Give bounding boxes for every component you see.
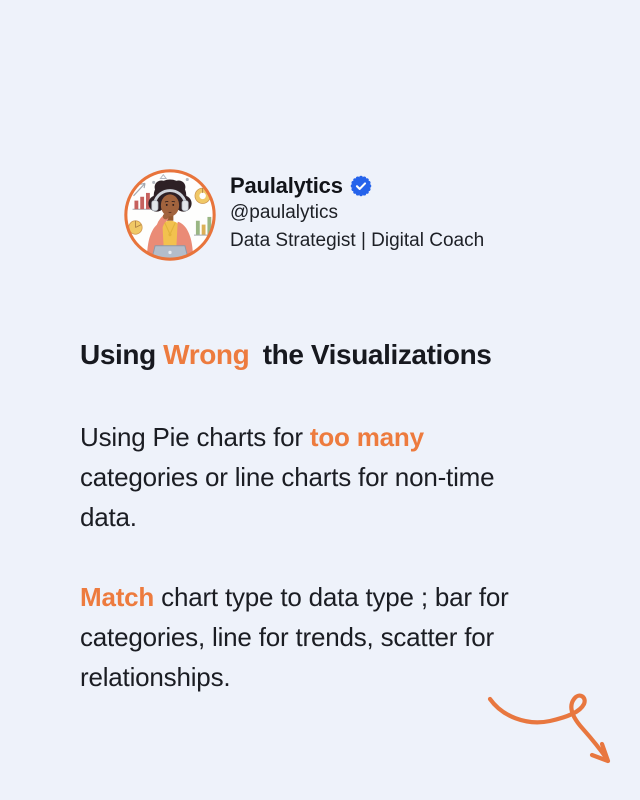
text-line — [80, 577, 509, 617]
text-segment: categories, line for trends, scatter for — [80, 622, 494, 652]
curved-arrow-icon — [476, 666, 636, 784]
text-line — [80, 457, 494, 497]
text-segment: categories or line charts for non-time — [80, 462, 495, 492]
profile-header — [122, 167, 484, 263]
paragraph-fix — [80, 577, 509, 697]
text-segment: chart type to data type ; bar for — [154, 582, 509, 612]
avatar — [122, 167, 218, 263]
text-segment: Using — [80, 339, 164, 370]
profile-handle: @paulalytics — [230, 202, 338, 223]
page-title — [80, 338, 491, 372]
text-segment: too many — [309, 422, 424, 452]
text-line — [80, 417, 494, 457]
text-segment: the Visualizations — [255, 339, 492, 370]
verified-badge-icon — [350, 175, 372, 197]
text-segment: data. — [80, 502, 137, 532]
text-line — [80, 617, 509, 657]
text-segment: Using Pie charts for — [80, 422, 310, 452]
profile-name: Paulalytics — [230, 173, 343, 198]
text-segment: Wrong — [163, 339, 250, 370]
text-line — [80, 657, 509, 697]
text-segment: relationships. — [80, 662, 231, 692]
woman-data-analyst-avatar-icon — [122, 167, 218, 263]
text-line — [80, 497, 494, 537]
paragraph-mistake — [80, 417, 494, 537]
profile-bio: Data Strategist | Digital Coach — [230, 230, 485, 251]
profile-text — [230, 167, 484, 256]
text-segment: Match — [80, 582, 155, 612]
